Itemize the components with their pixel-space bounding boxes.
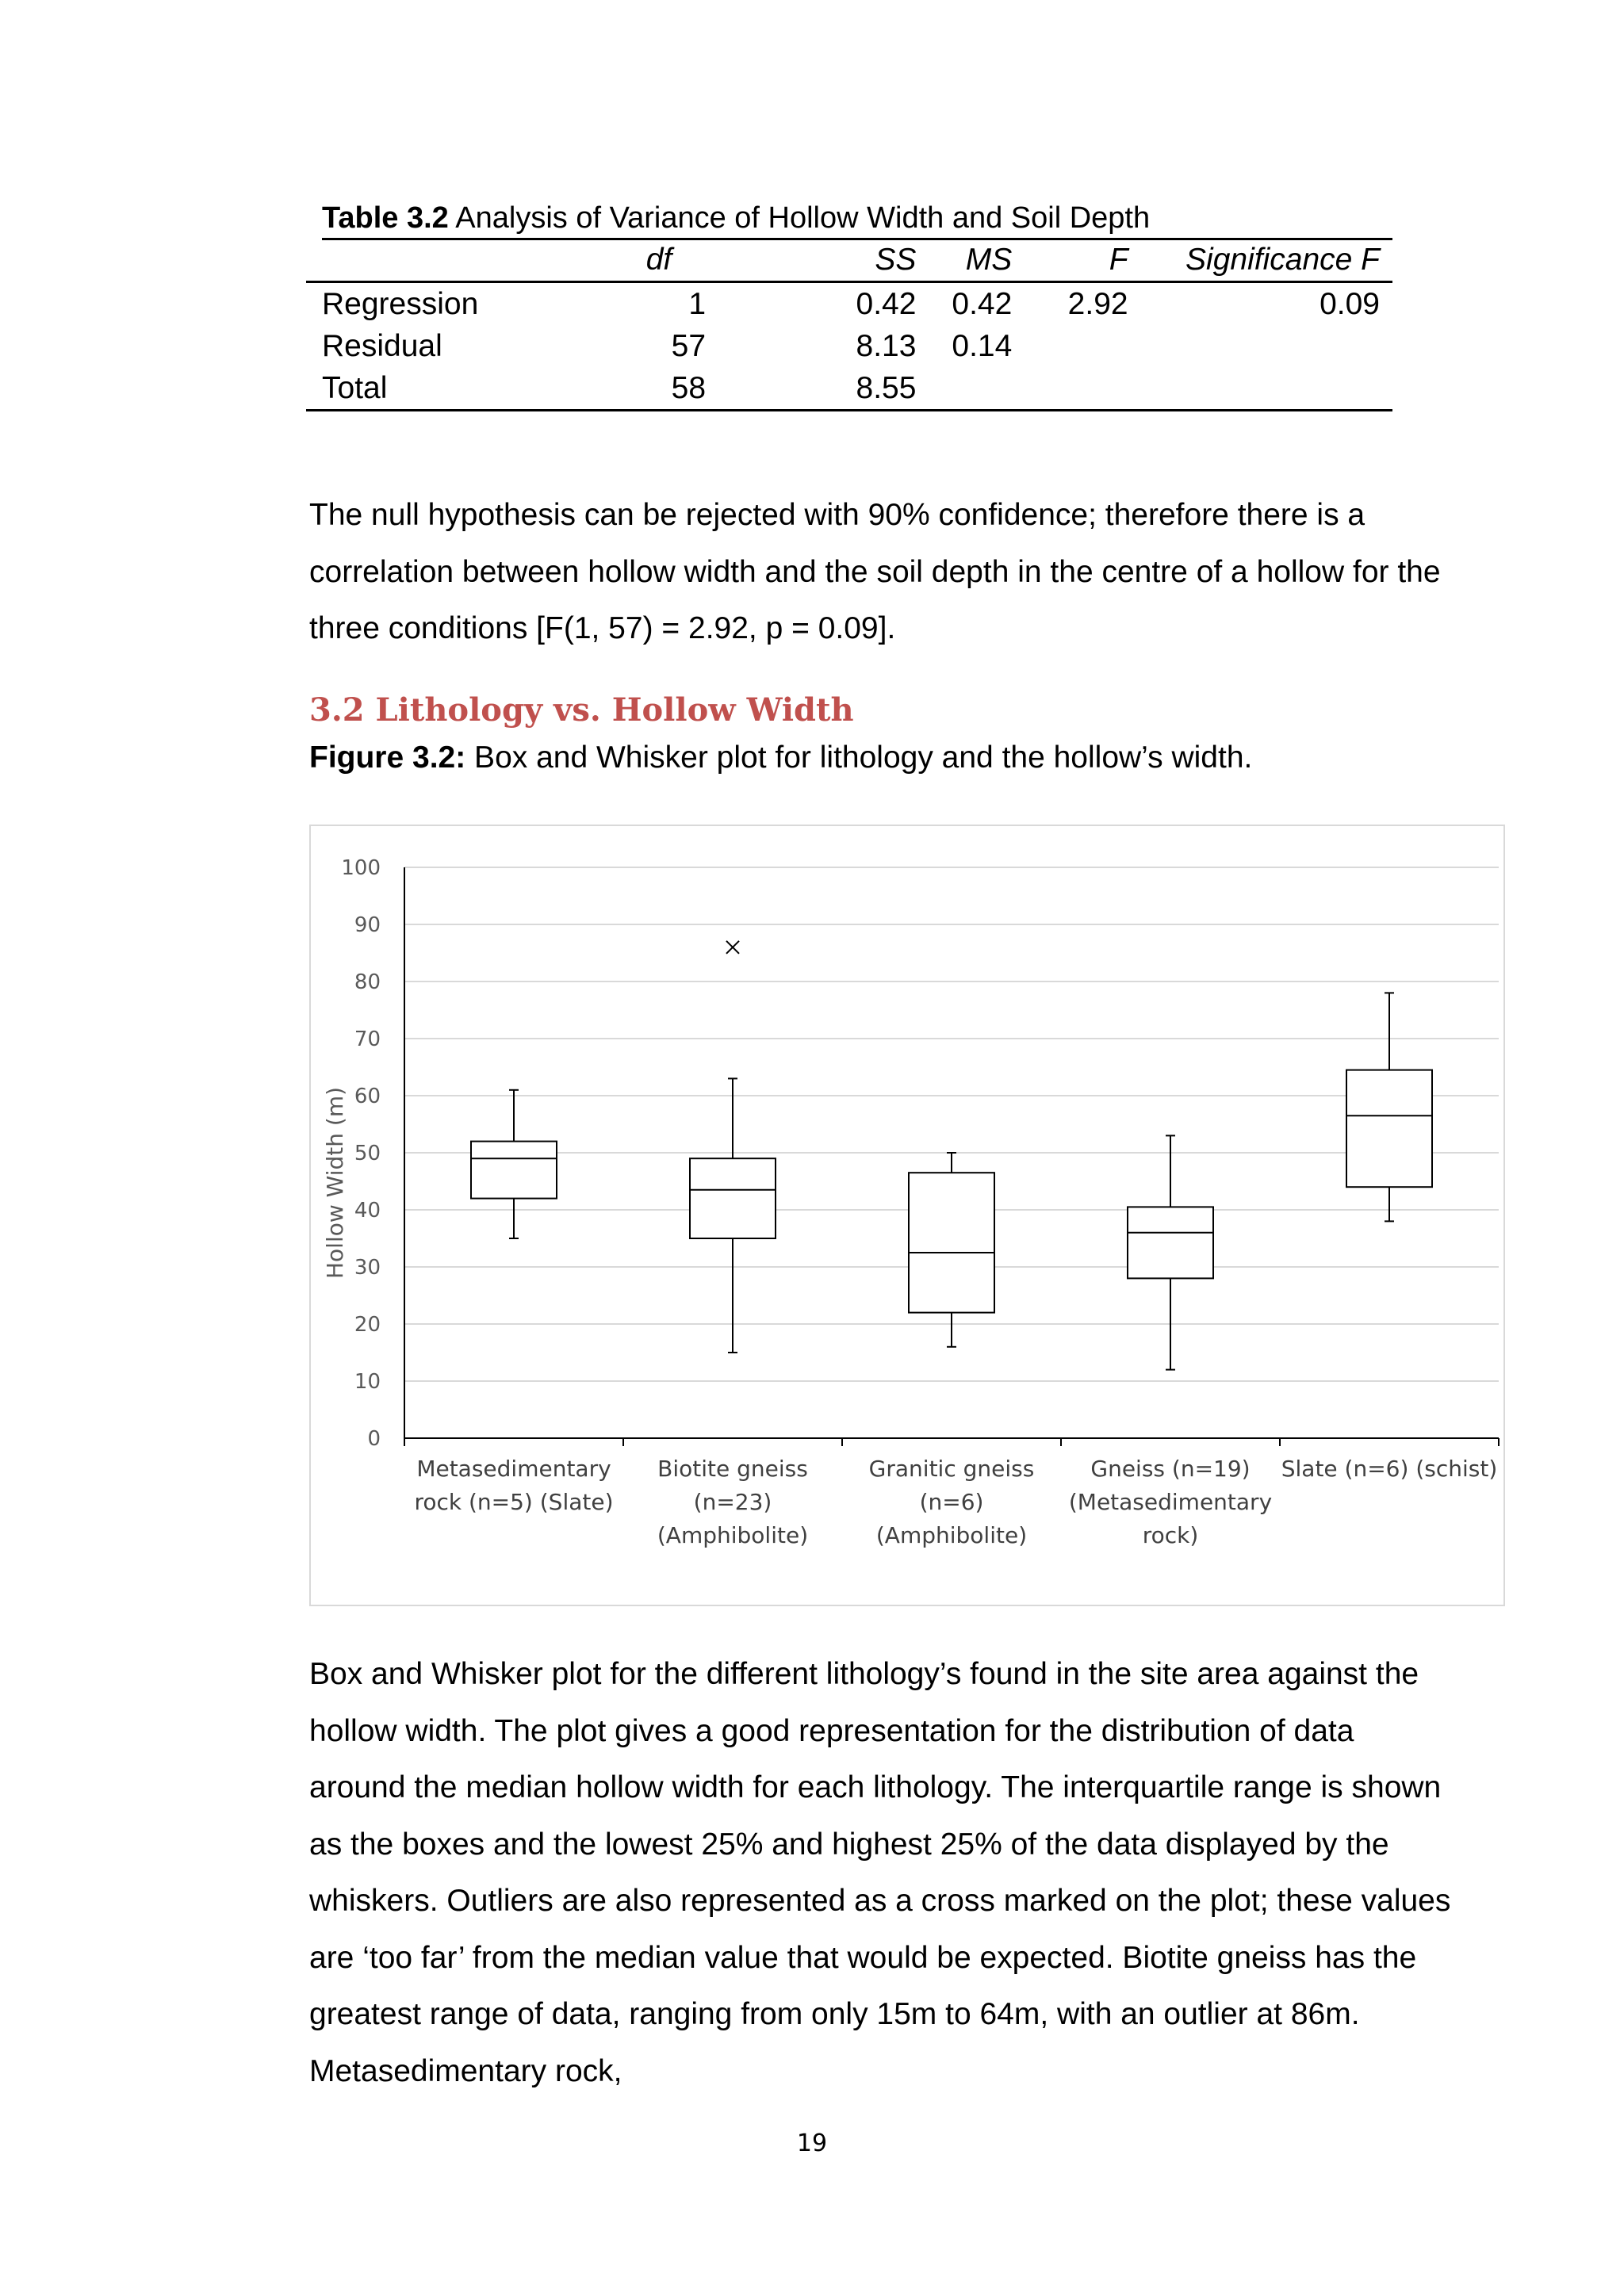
y-tick-label: 20 — [354, 1313, 381, 1337]
row-ms — [916, 367, 1012, 411]
y-tick-label: 70 — [354, 1027, 381, 1051]
x-category-label — [1061, 1452, 1280, 1552]
x-category-label — [1280, 1452, 1499, 1486]
x-category-label-line: rock (n=5) (Slate) — [414, 1489, 614, 1515]
row-ms: 0.14 — [952, 328, 1013, 363]
x-category-label-line: Gneiss (n=19) — [1090, 1456, 1251, 1482]
table-caption — [322, 201, 1150, 235]
body-paragraph-description: Box and Whisker plot for the different lithology’s found in the site area against the hollow width. The plot gives a good representation for the distribution of data around the median hollow width for each lithology. The interquartile range is shown as the boxes and the lowest 25% and highest 25% of the data displayed by the whiskers. Outliers are also represented as a cross marked on the plot; these values are ‘too far’ from the median value that would be expected. Biotite gneiss has the greatest range of data, ranging from only 15m to 64m, with an outlier at 86m. Metasedimentary rock, — [309, 1657, 1451, 2088]
table-header-row — [306, 239, 1392, 282]
row-ms: 0.42 — [952, 286, 1013, 321]
table-row — [306, 367, 1392, 411]
x-category-label-line: (n=23) — [693, 1489, 772, 1515]
x-category-label-line: rock) — [1142, 1522, 1199, 1548]
row-name: Regression — [322, 286, 479, 321]
iqr-box — [471, 1142, 557, 1199]
x-category-label-line: (Amphibolite) — [657, 1522, 809, 1548]
row-ss: 8.55 — [706, 367, 916, 411]
row-df: 58 — [612, 367, 706, 411]
figure-caption-text: Box and Whisker plot for lithology and the hollow’s width. — [465, 740, 1253, 775]
header-ss: SS — [706, 239, 916, 282]
y-tick-label: 10 — [354, 1370, 381, 1394]
row-f — [1012, 367, 1128, 411]
y-tick-label: 90 — [354, 913, 381, 937]
header-ms: MS — [916, 239, 1012, 282]
iqr-box — [690, 1158, 776, 1238]
row-df: 1 — [688, 286, 707, 321]
figure-caption-label: Figure 3.2: — [309, 740, 466, 775]
header-f: F — [1012, 239, 1128, 282]
x-category-label — [842, 1452, 1061, 1552]
header-df: df — [612, 239, 706, 282]
header-name — [306, 239, 612, 282]
row-significance-f: 0.09 — [1320, 286, 1380, 321]
x-category-label-line: Biotite gneiss — [657, 1456, 808, 1482]
row-f: 2.92 — [1067, 286, 1128, 321]
row-significance-f — [1128, 367, 1392, 411]
y-tick-label: 80 — [354, 970, 381, 994]
row-name: Residual — [322, 328, 442, 363]
body-paragraph-hypothesis: The null hypothesis can be rejected with 90% confidence; therefore there is a correlation between hollow width and the soil depth in the centre of a hollow for the three conditions [F(1, 57) = 2.92, p = 0.09]. — [309, 498, 1441, 645]
box-plot-chart — [309, 825, 1505, 1606]
x-category-label-line: Metasedimentary — [416, 1456, 611, 1482]
x-category-label-line: Slate (n=6) (schist) — [1281, 1456, 1498, 1482]
y-tick-label: 100 — [341, 856, 381, 880]
x-category-label — [623, 1452, 842, 1552]
y-tick-label: 40 — [354, 1199, 381, 1223]
table-row — [306, 282, 1392, 326]
row-significance-f — [1128, 325, 1392, 367]
figure-caption — [309, 740, 1252, 775]
y-axis-title: Hollow Width (m) — [322, 1086, 348, 1280]
row-name: Total — [306, 367, 612, 411]
iqr-box — [1346, 1070, 1432, 1188]
x-category-label — [404, 1452, 623, 1519]
header-significance-f: Significance F — [1128, 239, 1392, 282]
page-number: 19 — [796, 2130, 828, 2157]
outlier-marker — [726, 941, 739, 954]
row-ss: 0.42 — [856, 286, 917, 321]
table-caption-label: Table 3.2 — [322, 201, 449, 235]
row-ss: 8.13 — [856, 328, 917, 363]
iqr-box — [909, 1173, 994, 1312]
anova-table — [306, 239, 1392, 411]
row-f — [1012, 325, 1128, 367]
table-caption-text: Analysis of Variance of Hollow Width and Soil Depth — [448, 201, 1151, 235]
x-category-label-line: Granitic gneiss — [868, 1456, 1035, 1482]
y-tick-label: 50 — [354, 1142, 381, 1165]
y-tick-label: 30 — [354, 1256, 381, 1280]
x-category-label-line: (n=6) (Amphibolite) — [875, 1489, 1028, 1548]
y-tick-label: 60 — [354, 1085, 381, 1108]
table-row — [306, 325, 1392, 367]
iqr-box — [1128, 1207, 1213, 1278]
section-heading: 3.2 Lithology vs. Hollow Width — [309, 691, 854, 729]
x-category-label-line: (Metasedimentary — [1068, 1489, 1273, 1515]
y-tick-label: 0 — [367, 1427, 381, 1451]
row-df: 57 — [671, 328, 707, 363]
